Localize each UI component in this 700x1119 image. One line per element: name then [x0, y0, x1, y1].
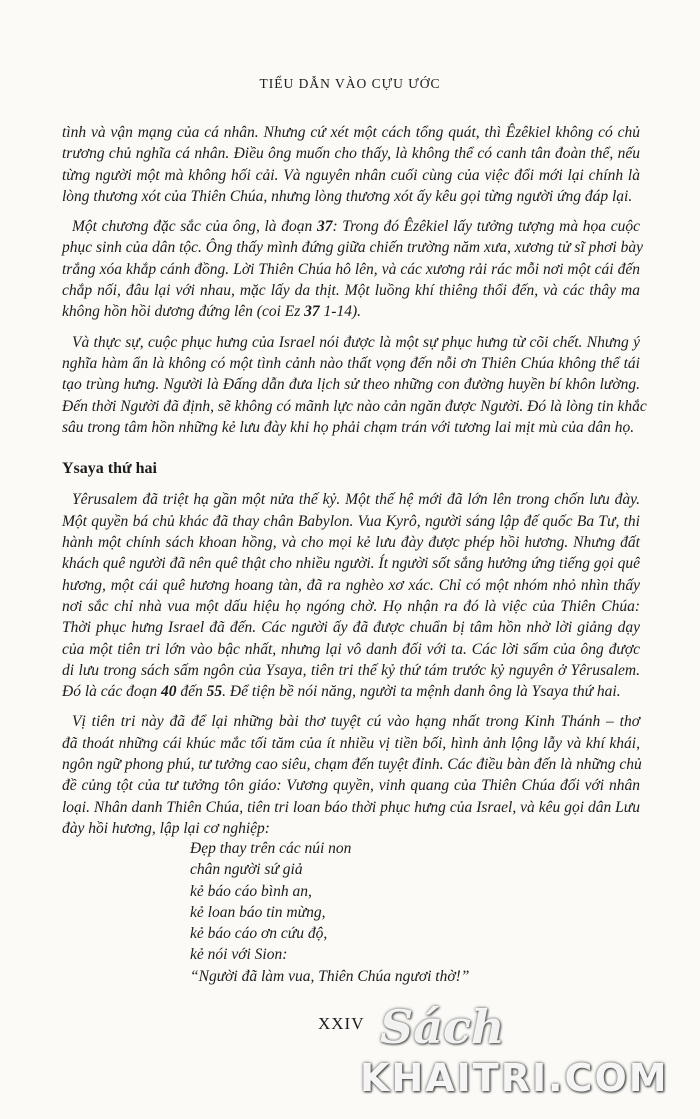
text-line: đã thoát những cái khúc mắc tối tăm của ít nhiều vị tiền bối, hình ảnh lộng lẫy và khí khái, [62, 734, 640, 752]
text-line: của một tiên tri lớn vào bậc nhất, nhưng lại vô danh đối với ta. Các lời sấm của ông được [62, 640, 640, 658]
text-line: hương, một cái quê hương hoang tàn, đã ra nghèo xơ xác. Chỉ có một nhóm nhỏ nhìn thấy [62, 576, 640, 594]
text-line: Đến thời Người đã định, sẽ không có mãnh lực nào cản ngăn được Người. Đó là lòng tin khắc [62, 397, 647, 415]
poem-line: chân người sứ giả [190, 861, 303, 879]
watermark-logo [360, 1000, 690, 1110]
text-line: nơi sắc chỉ nhà vua một dấu hiệu họ ngóng chờ. Họ nhận ra đó là việc của Thiên Chúa: [62, 597, 640, 615]
text-line: Một quyền bá chủ khác đã thay chân Babylon. Vua Kyrô, người sáng lập đế quốc Ba Tư, thi [62, 512, 640, 530]
poem-line: kẻ nói với Sion: [190, 946, 288, 964]
text-line: loại. Nhân danh Thiên Chúa, tiên tri loan báo thời phục hưng của Israel, và kêu gọi dân Lưu [62, 798, 640, 816]
text-line: nghĩa hàm ẩn là không có một tình cảnh nào thất vọng đến nỗi ơn Thiên Chúa không thể tái [62, 354, 640, 372]
paragraph-4 [62, 489, 640, 702]
text-line: trắng xóa khắp cánh đồng. Lời Thiên Chúa hô lên, và các xương rải rác mỗi nơi một cái đến [62, 260, 640, 278]
text-line: hành một chính sách khoan hồng, và cho mọi kẻ lưu đày được phép hồi hương. Nhưng đất [62, 534, 640, 552]
text-line: Một chương đặc sắc của ông, là đoạn 37: Trong đó Êzêkiel lấy tưởng tượng mà họa cuộc [72, 218, 640, 236]
body-text [62, 122, 647, 848]
poem-line: “Người đã làm vua, Thiên Chúa ngươi thờ!” [190, 967, 470, 985]
text-line: tạo trùng hưng. Người là Đấng dẫn đưa lịch sử theo những con đường huyền bí khôn lường. [62, 376, 640, 394]
text-line: tình và vận mạng của cá nhân. Nhưng cứ xét một cách tổng quát, thì Êzêkiel không có chủ [62, 124, 640, 141]
text-line: Yêrusalem đã triệt hạ gần một nửa thế kỷ. Một thế hệ mới đã lớn lên trong chốn lưu đày. [72, 491, 640, 509]
text-line: lòng thương xót của Thiên Chúa, nhưng lòng thương xót ấy kêu gọi từng người ứng đáp lại. [62, 187, 633, 205]
section-heading: Ysaya thứ hai [62, 460, 157, 478]
poem-line: kẻ báo cáo ơn cứu độ, [190, 925, 328, 943]
paragraph-5 [62, 711, 640, 839]
text-line: Và thực sự, cuộc phục hưng của Israel nói được là một sự phục hưng từ cõi chết. Nhưng ý [72, 333, 640, 351]
running-title: TIỂU DẪN VÀO CỰU ƯỚC [259, 76, 441, 91]
chapter-number: 37 [304, 303, 320, 321]
text-line: sâu trong tâm hồn những kẻ lưu đày khi họ phải chạm trán với tương lai mịt mù của dân họ. [62, 418, 635, 436]
page-number: XXIV [318, 1014, 365, 1033]
text-line: khách quê người đã nên quê thật cho nhiều người. Ít người sốt sắng hưởng ứng tiếng gọi quê [62, 555, 640, 573]
watermark-brand: KHAITRI.COM [360, 1056, 669, 1100]
chapter-number: 37 [316, 218, 333, 236]
chapter-number: 40 [161, 683, 177, 701]
text-line: trương chủ nghĩa cá nhân. Điều ông muốn cho thấy, là không thể có canh tân đoàn thể, nếu [62, 145, 640, 163]
paragraph-3 [62, 332, 647, 438]
text-line: chắp nối, đâu lại với nhau, mặc lấy da thịt. Một luồng khí thiêng thổi đến, và các thây ma [62, 282, 640, 300]
poem-line: kẻ báo cáo bình an, [190, 882, 312, 900]
text-line: Thời phục hưng Israel đã đến. Các người ấy đã được chuẩn bị tâm hồn nhờ lời giảng dạy [62, 619, 640, 637]
watermark-script: Sách [380, 1000, 505, 1054]
text-line: đề củng tột của tư tưởng tôn giáo: Vương quyền, vinh quang của Thiên Chúa đối với nhân [62, 777, 640, 795]
text-line: Vị tiên tri này đã để lại những bài thơ tuyệt cú vào hạng nhất trong Kinh Thánh – thơ [72, 713, 640, 731]
text-line: Đó là các đoạn 40 đến 55. Để tiện bề nói năng, người ta mệnh danh ông là Ysaya thứ hai. [62, 683, 621, 701]
poem-line: kẻ loan báo tin mừng, [190, 903, 326, 921]
text-line: phục sinh của dân tộc. Ông thấy mình đứng giữa chiến trường năm xưa, xương tử sĩ phơi bày [62, 239, 643, 257]
text-line: đày hồi hương, lập lại cơ nghiệp: [62, 819, 270, 837]
paragraph-2 [62, 216, 643, 322]
text-line: di lưu trong sách sấm ngôn của Ysaya, tiên tri thế kỷ thứ tám trước kỷ nguyên ở Yêrusalem. [62, 661, 640, 679]
poem-quote [0, 838, 700, 987]
text-line: từng người một mà không hối cải. Và nguyên nhân cuối cùng của việc đổi mới lại chính là [62, 166, 640, 184]
chapter-number: 55 [206, 683, 223, 701]
poem-line: Đẹp thay trên các núi non [190, 840, 352, 857]
text-line: không hồn hồi dương đứng lên (coi Ez 37 1-14). [62, 303, 361, 321]
text-line: ngôn ngữ phong phú, tư tưởng cao siêu, chạm đến tuyệt đỉnh. Các điều bàn đến là những chủ [62, 756, 642, 774]
paragraph-1 [62, 122, 640, 207]
